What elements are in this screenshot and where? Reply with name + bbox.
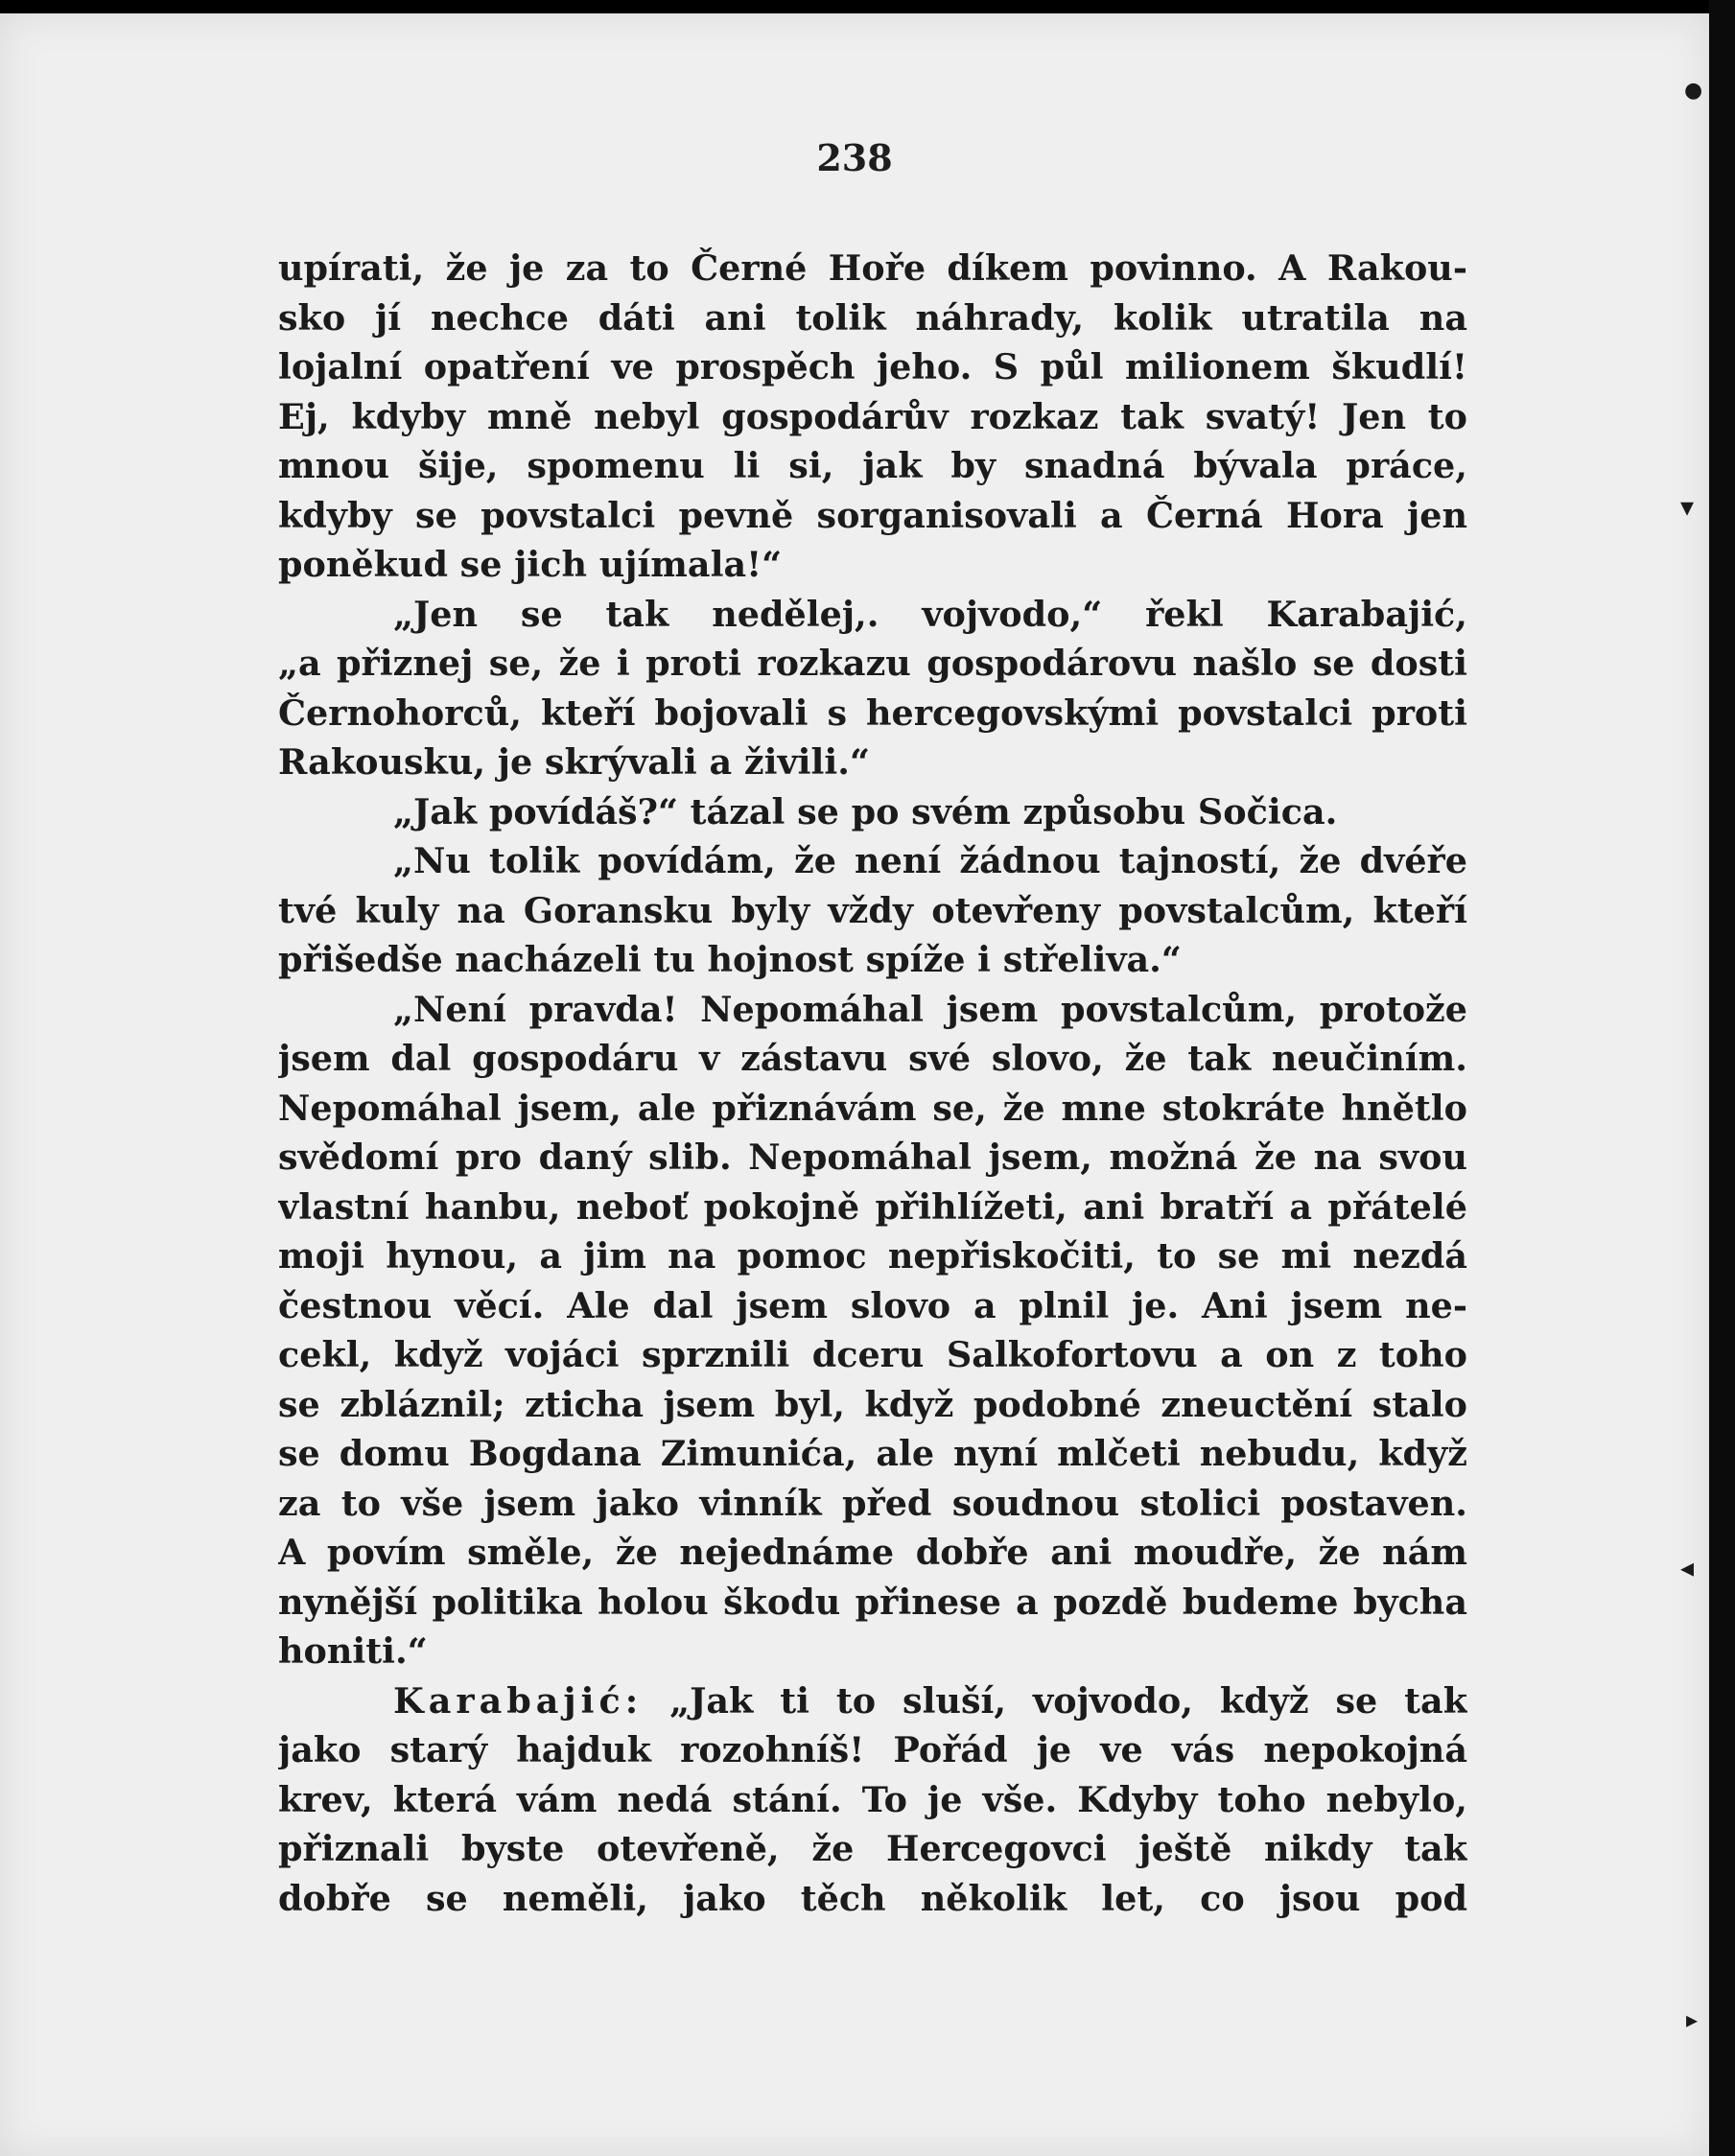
text-line — [278, 1676, 1467, 1726]
scan-speck-icon: ◂ — [1680, 1552, 1695, 1583]
line-text: moji hynou, a jim na pomoc nepřiskočiti, to se mi nezdá — [278, 1235, 1467, 1277]
text-line — [278, 1183, 1467, 1232]
line-text: dobře se neměli, jako těch několik let, co jsou pod — [278, 1877, 1467, 1919]
line-text: poněkud se jich ujímala!“ — [278, 544, 783, 585]
line-text: vlastní hanbu, neboť pokojně přihlížeti, ani bratří a přátelé — [278, 1185, 1467, 1228]
text-line — [278, 1874, 1467, 1924]
scan-edge — [1709, 0, 1735, 2156]
line-text: „Nu tolik povídám, že není žádnou tajností, že dvéře — [393, 840, 1467, 881]
text-line — [278, 1627, 1467, 1676]
text-line — [278, 1578, 1467, 1628]
speaker-name: Karabajić: — [393, 1679, 644, 1722]
text-line — [278, 1380, 1467, 1430]
line-text: kdyby se povstalci pevně sorganisovali a Černá Hora jen — [278, 494, 1467, 536]
text-line — [278, 1281, 1467, 1331]
text-line — [278, 1824, 1467, 1874]
text-line — [278, 886, 1467, 936]
text-line — [278, 342, 1467, 392]
line-text: svědomí pro daný slib. Nepomáhal jsem, možná že na svou — [278, 1137, 1467, 1178]
text-line — [278, 689, 1467, 738]
line-text: tvé kuly na Goransku byly vždy otevřeny povstalcům, kteří — [278, 889, 1467, 931]
line-text: „Jen se tak nedělej,. vojvodo,“ řekl Karabajić, — [393, 593, 1467, 635]
line-text: přišedše nacházeli tu hojnost spíže i střeliva.“ — [278, 939, 1182, 980]
line-text: „Jak ti to sluší, vojvodo, když se tak — [669, 1679, 1467, 1722]
line-text: jsem dal gospodáru v zástavu své slovo, že tak neučiním. — [278, 1038, 1467, 1079]
line-text: čestnou věcí. Ale dal jsem slovo a plnil je. Ani jsem ne- — [278, 1284, 1467, 1326]
line-text: se domu Bogdana Zimunića, ale nyní mlčeti nebudu, když — [278, 1433, 1467, 1474]
line-text: mnou šije, spomenu li si, jak by snadná bývala práce, — [278, 445, 1467, 486]
line-text: za to vše jsem jako vinník před soudnou stolici postaven. — [278, 1482, 1467, 1524]
line-text: sko jí nechce dáti ani tolik náhrady, kolik utratila na — [278, 296, 1467, 339]
text-line — [278, 540, 1467, 590]
text-line — [278, 244, 1467, 293]
line-text: nynější politika holou škodu přinese a pozdě budeme bycha — [278, 1581, 1467, 1623]
line-text: lojalní opatření ve prospěch jeho. S půl milionem škudlí! — [278, 346, 1467, 387]
line-text: upírati, že je za to Černé Hoře díkem povinno. A Rakou- — [278, 247, 1467, 289]
text-line — [278, 441, 1467, 491]
body-text — [278, 244, 1467, 1923]
text-line — [278, 836, 1467, 886]
text-line — [278, 1429, 1467, 1479]
text-line — [278, 935, 1467, 985]
text-line — [278, 491, 1467, 541]
text-line — [278, 1479, 1467, 1529]
text-line — [278, 787, 1467, 837]
line-text: jako starý hajduk rozohníš! Pořád je ve vás nepokojná — [278, 1729, 1467, 1770]
book-page — [0, 13, 1709, 2156]
text-line — [278, 1034, 1467, 1084]
text-line — [278, 392, 1467, 442]
line-text: A povím směle, že nejednáme dobře ani moudře, že nám — [278, 1532, 1467, 1573]
line-text: „a přiznej se, že i proti rozkazu gospodárovu našlo se dosti — [278, 643, 1467, 684]
line-text: Nepomáhal jsem, ale přiznávám se, že mne stokráte hnětlo — [278, 1087, 1467, 1129]
text-line — [278, 1775, 1467, 1825]
text-line — [278, 1330, 1467, 1380]
text-line — [278, 590, 1467, 640]
scan-speck-icon: ▾ — [1680, 491, 1695, 523]
text-line — [278, 1231, 1467, 1281]
line-text: Rakousku, je skrývali a živili.“ — [278, 741, 870, 783]
line-text: krev, která vám nedá stání. To je vše. Kdyby toho nebylo, — [278, 1778, 1467, 1820]
text-line — [278, 1133, 1467, 1183]
text-line — [278, 1084, 1467, 1134]
text-line — [278, 1725, 1467, 1775]
scan-speck-icon: ▸ — [1686, 2006, 1699, 2033]
text-line — [278, 985, 1467, 1035]
text-line — [278, 738, 1467, 787]
scan-speck-icon: ● — [1684, 79, 1703, 103]
line-text: „Jak povídáš?“ tázal se po svém způsobu Sočica. — [393, 790, 1338, 832]
text-line — [278, 1528, 1467, 1578]
text-line — [278, 293, 1467, 343]
text-line — [278, 639, 1467, 689]
line-text: cekl, když vojáci sprznili dceru Salkofortovu a on z toho — [278, 1334, 1467, 1375]
line-text: Ej, kdyby mně nebyl gospodárův rozkaz tak svatý! Jen to — [278, 395, 1467, 437]
line-text: honiti.“ — [278, 1630, 428, 1672]
line-text: „Není pravda! Nepomáhal jsem povstalcům, protože — [393, 988, 1467, 1030]
line-text: přiznali byste otevřeně, že Hercegovci ještě nikdy tak — [278, 1828, 1467, 1869]
page-number: 238 — [816, 136, 893, 179]
line-text: Černohorců, kteří bojovali s hercegovskými povstalci proti — [278, 691, 1467, 734]
line-text: se zbláznil; zticha jsem byl, když podobné zneuctění stalo — [278, 1383, 1467, 1425]
